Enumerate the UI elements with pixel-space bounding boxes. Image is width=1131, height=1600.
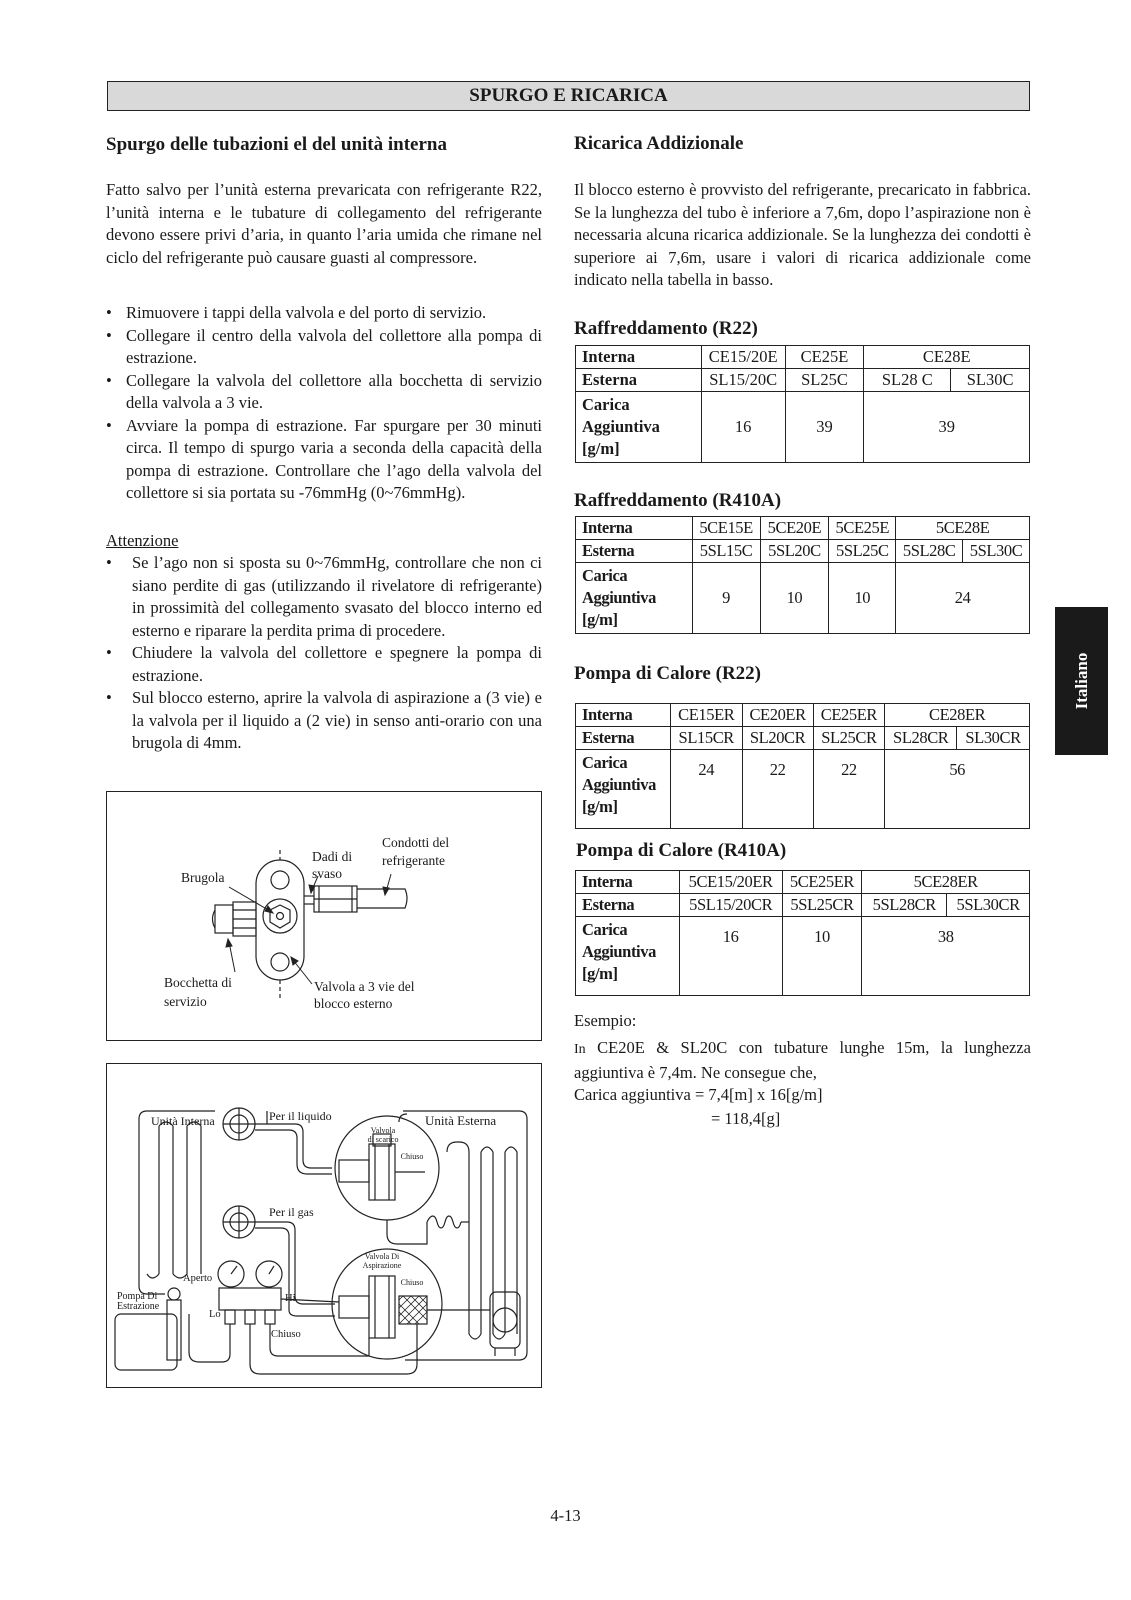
cell: 5SL28CR xyxy=(862,894,947,917)
row-label-esterna: Esterna xyxy=(576,369,702,392)
label-chiuso-top: Chiuso xyxy=(400,1152,424,1161)
row-label-interna: Interna xyxy=(576,704,671,727)
table-r22-cool xyxy=(575,345,1030,463)
cell: CE28ER xyxy=(885,704,1030,727)
cell: 5SL20C xyxy=(760,540,829,563)
cell: SL30C xyxy=(951,369,1030,392)
label-bocchetta-1: Bocchetta di xyxy=(164,975,232,990)
row-label-interna: Interna xyxy=(576,346,702,369)
row-label-esterna: Esterna xyxy=(576,894,680,917)
steps-list xyxy=(106,302,542,505)
step-item: • Collegare la valvola del collettore alla bocchetta di servizio della valvola a 3 vie. xyxy=(106,370,542,415)
cell: 10 xyxy=(760,563,829,634)
attention-item: • Sul blocco esterno, aprire la valvola di aspirazione a (3 vie) e la valvola per il liquido a (2 vie) in senso anti-orario con una brugola di 4mm. xyxy=(106,687,542,755)
table-r410a-heat-title: Pompa di Calore (R410A) xyxy=(576,840,787,861)
table-r22-heat xyxy=(575,703,1030,829)
example-prefix: In xyxy=(574,1042,586,1057)
attention-title: Attenzione xyxy=(106,531,179,550)
attention-item: • Chiudere la valvola del collettore e spegnere la pompa di estrazione. xyxy=(106,642,542,687)
label-unita-interna: Unità Interna xyxy=(151,1114,215,1128)
label-aperto: Aperto xyxy=(183,1273,213,1284)
carica-line-1: Carica xyxy=(582,920,628,939)
example-label: Esempio: xyxy=(574,1011,637,1030)
cell: SL15CR xyxy=(670,727,742,750)
row-label-interna: Interna xyxy=(576,517,693,540)
cell: SL15/20C xyxy=(701,369,785,392)
table-r22-heat-title: Pompa di Calore (R22) xyxy=(574,663,761,684)
carica-line-3: [g/m] xyxy=(582,797,618,816)
carica-line-2: Aggiuntiva xyxy=(582,417,660,436)
example-line-1: CE20E & SL20C con tubature lunghe 15m, la lunghezza aggiuntiva è 7,4m. Ne consegue che, xyxy=(574,1038,1032,1082)
left-heading: Spurgo delle tubazioni el del unità interna xyxy=(106,134,447,155)
attention-item: • Se l’ago non si sposta su 0~76mmHg, controllare che non ci siano perdite di gas (utilizzando il rivelatore di refrigerante) in prossimità del collegamento svasato del blocco interno ed esterno e riparare la perdita prima di procedere. xyxy=(106,552,542,642)
label-valvola-asp-1: Valvola Di xyxy=(364,1252,400,1261)
cell: 10 xyxy=(782,917,862,996)
cell: 5CE25E xyxy=(829,517,896,540)
carica-line-3: [g/m] xyxy=(582,964,618,983)
cell: 5SL25CR xyxy=(782,894,862,917)
row-label-interna: Interna xyxy=(576,871,680,894)
label-dadi-2: svaso xyxy=(312,866,342,881)
label-valvola-scarico-2: di scarico xyxy=(367,1135,399,1144)
label-chiuso-mid: Chiuso xyxy=(400,1278,424,1287)
example-text xyxy=(574,1036,1031,1084)
system-diagram xyxy=(106,1063,542,1388)
cell: 5SL15C xyxy=(692,540,760,563)
example-line-3: = 118,4[g] xyxy=(711,1109,781,1128)
carica-line-3: [g/m] xyxy=(582,439,620,458)
carica-line-3: [g/m] xyxy=(582,610,618,629)
cell: 16 xyxy=(701,392,785,463)
carica-line-2: Aggiuntiva xyxy=(582,775,656,794)
cell: 5CE15/20ER xyxy=(679,871,782,894)
section-banner: SPURGO E RICARICA xyxy=(107,81,1030,111)
language-tab-label: Italiano xyxy=(1071,652,1091,710)
cell: CE20ER xyxy=(742,704,813,727)
cell: CE15/20E xyxy=(701,346,785,369)
table-r410a-cool-title: Raffreddamento (R410A) xyxy=(574,490,782,511)
cell: 16 xyxy=(679,917,782,996)
attention-list xyxy=(106,552,542,755)
cell: SL25CR xyxy=(813,727,885,750)
carica-line-2: Aggiuntiva xyxy=(582,942,656,961)
cell: 39 xyxy=(785,392,864,463)
row-label-esterna: Esterna xyxy=(576,727,671,750)
cell: 22 xyxy=(742,750,813,829)
cell: 9 xyxy=(692,563,760,634)
cell: 5SL30CR xyxy=(947,894,1030,917)
row-label-carica xyxy=(576,750,671,829)
cell: 5CE15E xyxy=(692,517,760,540)
step-item: • Collegare il centro della valvola del collettore alla pompa di estrazione. xyxy=(106,325,542,370)
cell: 5CE28E xyxy=(896,517,1030,540)
label-valvola-scarico-1: Valvola xyxy=(370,1126,396,1135)
cell: 56 xyxy=(885,750,1030,829)
row-label-esterna: Esterna xyxy=(576,540,693,563)
valve-diagram xyxy=(106,791,542,1041)
label-per-gas: Per il gas xyxy=(269,1205,314,1219)
label-valvola-asp-2: Aspirazione xyxy=(362,1261,402,1270)
cell: 24 xyxy=(896,563,1030,634)
cell: SL25C xyxy=(785,369,864,392)
table-r22-cool-title: Raffreddamento (R22) xyxy=(574,318,758,339)
label-valvola-1: Valvola a 3 vie del xyxy=(314,979,415,994)
cell: 10 xyxy=(829,563,896,634)
cell: 5CE28ER xyxy=(862,871,1030,894)
cell: 24 xyxy=(670,750,742,829)
label-lo: Lo xyxy=(209,1309,221,1320)
row-label-carica xyxy=(576,563,693,634)
cell: 39 xyxy=(864,392,1030,463)
label-condotti-1: Condotti del xyxy=(382,835,450,850)
cell: 5CE20E xyxy=(760,517,829,540)
cell: SL30CR xyxy=(957,727,1030,750)
cell: CE15ER xyxy=(670,704,742,727)
label-hi: Hi xyxy=(285,1293,296,1304)
label-pompa-1: Pompa Di xyxy=(117,1291,158,1302)
table-r410a-heat xyxy=(575,870,1030,996)
label-unita-esterna: Unità Esterna xyxy=(425,1113,497,1128)
row-label-carica xyxy=(576,917,680,996)
table-r410a-cool xyxy=(575,516,1030,634)
cell: CE28E xyxy=(864,346,1030,369)
cell: 5SL25C xyxy=(829,540,896,563)
step-item: • Avviare la pompa di estrazione. Far spurgare per 30 minuti circa. Il tempo di spurgo varia a seconda della capacità della pompa di estrazione. Controllare che l’ago della valvola del collettore si sia portata su -76mmHg (0~76mmHg). xyxy=(106,415,542,505)
right-heading: Ricarica Addizionale xyxy=(574,133,744,154)
example-line-2: Carica aggiuntiva = 7,4[m] x 16[g/m] xyxy=(574,1085,823,1104)
carica-line-1: Carica xyxy=(582,753,628,772)
carica-line-1: Carica xyxy=(582,566,628,585)
cell: SL20CR xyxy=(742,727,813,750)
cell: 5SL28C xyxy=(896,540,963,563)
cell: 22 xyxy=(813,750,885,829)
row-label-carica xyxy=(576,392,702,463)
cell: 5CE25ER xyxy=(782,871,862,894)
label-pompa-2: Estrazione xyxy=(117,1301,160,1312)
cell: 5SL30C xyxy=(963,540,1030,563)
step-item: • Rimuovere i tappi della valvola e del porto di servizio. xyxy=(106,302,542,325)
carica-line-1: Carica xyxy=(582,395,630,414)
cell: SL28CR xyxy=(885,727,957,750)
label-per-liquido: Per il liquido xyxy=(269,1109,332,1123)
cell: CE25ER xyxy=(813,704,885,727)
label-dadi-1: Dadi di xyxy=(312,849,353,864)
label-valvola-2: blocco esterno xyxy=(314,996,393,1011)
page-number: 4-13 xyxy=(550,1506,581,1525)
cell: 5SL15/20CR xyxy=(679,894,782,917)
label-chiuso-bottom: Chiuso xyxy=(271,1329,301,1340)
cell: CE25E xyxy=(785,346,864,369)
cell: SL28 C xyxy=(864,369,951,392)
label-brugola: Brugola xyxy=(181,870,225,885)
language-tab xyxy=(1055,607,1108,755)
cell: 38 xyxy=(862,917,1030,996)
left-intro: Fatto salvo per l’unità esterna prevaricata con refrigerante R22, l’unità interna e le tubature di collegamento del refrigerante devono essere privi d’aria, in quanto l’aria umida che rimane nel ciclo del refrigerante può causare guasti al compressore. xyxy=(106,180,542,267)
right-intro: Il blocco esterno è provvisto del refrigerante, precaricato in fabbrica. Se la lunghezza del tubo è inferiore a 7,6m, dopo l’aspirazione non è necessaria alcuna ricarica addizionale. Se la lunghezza dei condotti è superiore ai 7,6m, usare i valori di ricarica addizionale come indicato nella tabella in basso. xyxy=(574,180,1031,289)
carica-line-2: Aggiuntiva xyxy=(582,588,656,607)
label-bocchetta-2: servizio xyxy=(164,994,207,1009)
label-condotti-2: refrigerante xyxy=(382,853,445,868)
